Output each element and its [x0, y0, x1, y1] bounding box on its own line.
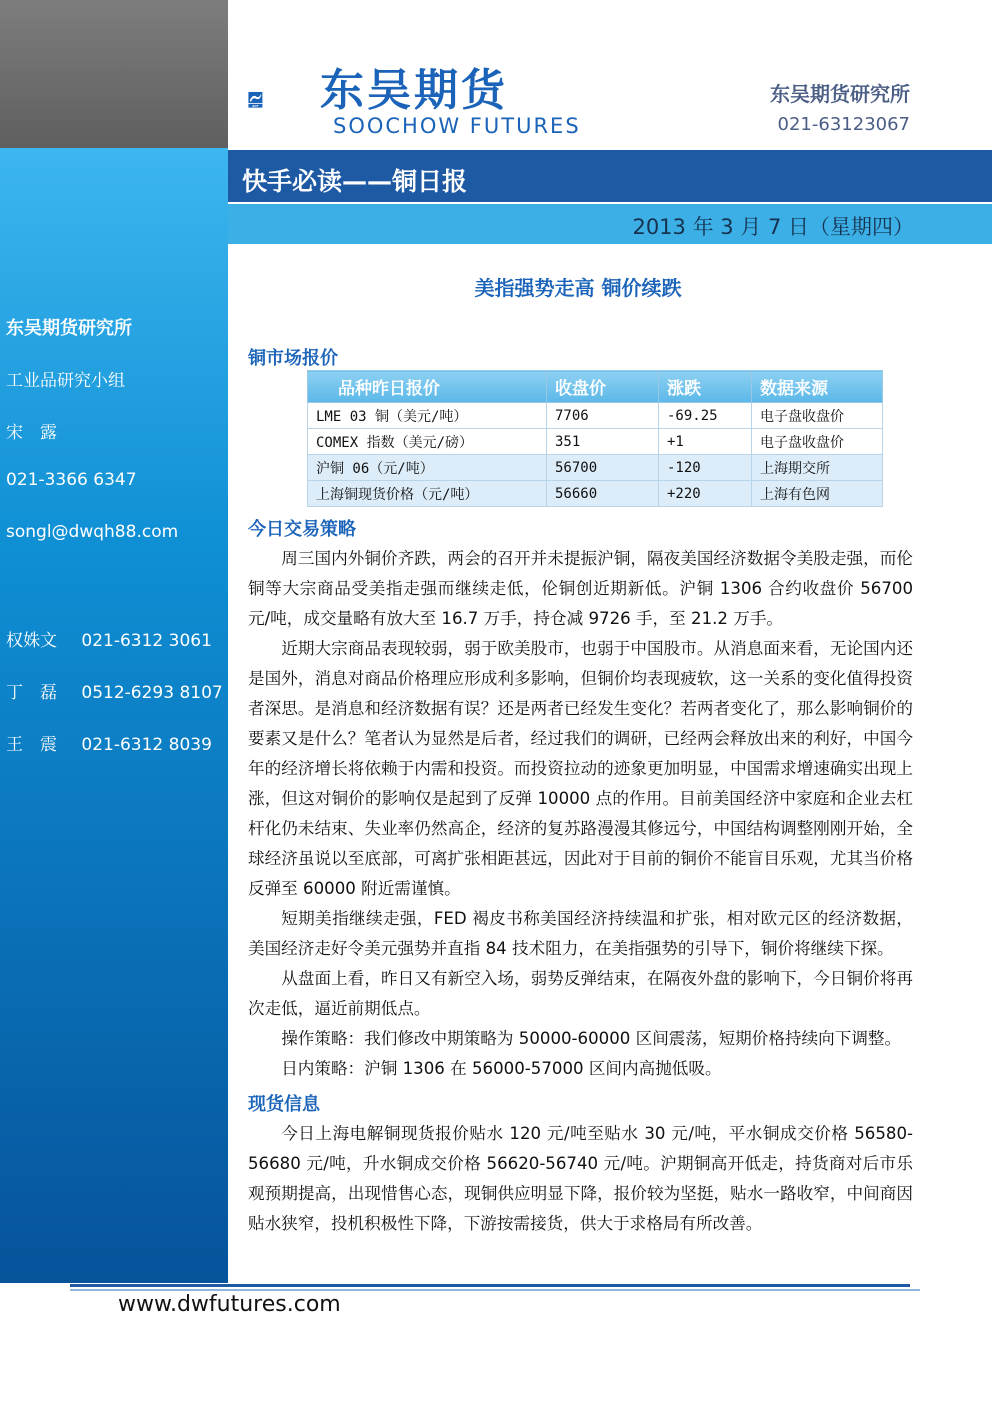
- table-header-row: [308, 371, 883, 403]
- table-cell: 上海有色网: [752, 481, 883, 507]
- sidebar-group: 工业品研究小组: [6, 371, 125, 391]
- sidebar: [0, 148, 228, 1283]
- table-cell: -69.25: [659, 403, 752, 429]
- table-cell: 56700: [547, 455, 659, 481]
- paragraph: 日内策略：沪铜 1306 在 56000-57000 区间内高抛低吸。: [281, 1059, 722, 1078]
- table-cell: 电子盘收盘价: [752, 429, 883, 455]
- title-bar: [228, 150, 992, 202]
- table-cell: +220: [659, 481, 752, 507]
- header-org: 东吴期货研究所: [770, 82, 910, 106]
- table-cell: LME 03 铜（美元/吨）: [308, 403, 547, 429]
- table-cell: 上海期交所: [752, 455, 883, 481]
- footer-divider: [70, 1284, 910, 1287]
- table-row: [308, 455, 883, 481]
- quote-table: [307, 370, 883, 507]
- contact-phone: 021-6312 3061: [81, 631, 212, 651]
- sidebar-analyst: 宋 露: [6, 423, 57, 443]
- table-header-cell: 数据来源: [752, 371, 883, 403]
- logo-text-en: SOOCHOW FUTURES: [333, 114, 581, 138]
- table-cell: 电子盘收盘价: [752, 403, 883, 429]
- header-phone: 021-63123067: [777, 114, 910, 135]
- table-cell: COMEX 指数（美元/磅）: [308, 429, 547, 455]
- section-heading-strategy: 今日交易策略: [248, 519, 356, 540]
- company-logo: [248, 58, 320, 142]
- contact-name: 王 震: [6, 735, 57, 755]
- table-cell: 上海铜现货价格（元/吨）: [308, 481, 547, 507]
- paragraph: 周三国内外铜价齐跌，两会的召开并未提振沪铜，隔夜美国经济数据令美股走强，而伦铜等大宗商品受美指走强而继续走低，伦铜创近期新低。沪铜 1306 合约收盘价 56700 元/吨，成交量略有放大至 16.7 万手，持仓减 9726 手，至 21.2 万手。: [248, 549, 913, 628]
- paragraph: 从盘面上看，昨日又有新空入场，弱势反弹结束，在隔夜外盘的影响下，今日铜价将再次走低，逼近前期低点。: [248, 969, 913, 1018]
- footer-divider: [70, 1289, 920, 1291]
- table-header-cell: 收盘价: [547, 371, 659, 403]
- table-header-cell: 品种昨日报价: [308, 371, 547, 403]
- table-cell: -120: [659, 455, 752, 481]
- report-date: 2013 年 3 月 7 日（星期四）: [632, 215, 914, 239]
- logo-abbr: SCF: [252, 103, 259, 108]
- contact-name: 权姝文: [6, 631, 57, 651]
- footer-url-link[interactable]: www.dwfutures.com: [118, 1292, 341, 1317]
- strategy-body: [248, 544, 913, 1084]
- logo-text-cn: 东吴期货: [320, 65, 508, 116]
- sidebar-org: 东吴期货研究所: [6, 318, 132, 339]
- table-cell: 沪铜 06（元/吨）: [308, 455, 547, 481]
- contact-phone: 021-6312 8039: [81, 735, 212, 755]
- table-header-cell: 涨跌: [659, 371, 752, 403]
- report-title: 快手必读——铜日报: [242, 167, 468, 196]
- table-cell: 7706: [547, 403, 659, 429]
- table-cell: 351: [547, 429, 659, 455]
- sidebar-analyst-phone: 021-3366 6347: [6, 470, 137, 490]
- paragraph: 操作策略：我们修改中期策略为 50000-60000 区间震荡，短期价格持续向下调整。: [281, 1029, 902, 1048]
- table-cell: +1: [659, 429, 752, 455]
- paragraph: 近期大宗商品表现较弱，弱于欧美股市，也弱于中国股市。从消息面来看，无论国内还是国外，消息对商品价格理应形成利多影响，但铜价均表现疲软，这一关系的变化值得投资者深思。是消息和经济数据有误？还是两者已经发生变化？若两者变化了，那么影响铜价的要素又是什么？笔者认为显然是后者，经过我们的调研，已经两会释放出来的利好，中国今年的经济增长将依赖于内需和投资。而投资拉动的迹象更加明显，中国需求增速确实出现上涨，但这对铜价的影响仅是起到了反弹 10000 点的作用。目前美国经济中家庭和企业去杠杆化仍未结束、失业率仍然高企，经济的复苏路漫漫其修远兮，中国结构调整刚刚开始，全球经济虽说以至底部，可离扩张相距甚远，因此对于目前的铜价不能盲目乐观，尤其当价格反弹至 60000 附近需谨慎。: [248, 639, 913, 898]
- sidebar-analyst-email[interactable]: songl@dwqh88.com: [6, 522, 179, 542]
- paragraph: 今日上海电解铜现货报价贴水 120 元/吨至贴水 30 元/吨，平水铜成交价格 56580-56680 元/吨，升水铜成交价格 56620-56740 元/吨。沪期铜高开低走，持货商对后市乐观预期提高，出现惜售心态，现铜供应明显下降，报价较为坚挺，贴水一路收窄，中间商因贴水狭窄，投机积极性下降，下游按需接货，供大于求格局有所改善。: [248, 1124, 913, 1233]
- table-row: [308, 403, 883, 429]
- table-row: [308, 429, 883, 455]
- headline: 美指强势走高 铜价续跌: [474, 276, 682, 300]
- spot-body: [248, 1119, 913, 1239]
- sidebar-contact: [6, 730, 212, 755]
- paragraph: 短期美指继续走强，FED 褐皮书称美国经济持续温和扩张，相对欧元区的经济数据，美国经济走好令美元强势并直指 84 技术阻力，在美指强势的引导下，铜价将继续下探。: [248, 909, 913, 958]
- table-cell: 56660: [547, 481, 659, 507]
- sidebar-contact: [6, 678, 223, 703]
- table-row: [308, 481, 883, 507]
- date-bar: [228, 204, 992, 244]
- sidebar-contact: [6, 626, 212, 651]
- contact-phone: 0512-6293 8107: [81, 683, 223, 703]
- sidebar-header-block: [0, 0, 228, 148]
- section-heading-spot: 现货信息: [248, 1094, 320, 1115]
- contact-name: 丁 磊: [6, 683, 57, 703]
- section-heading-market: 铜市场报价: [248, 348, 338, 369]
